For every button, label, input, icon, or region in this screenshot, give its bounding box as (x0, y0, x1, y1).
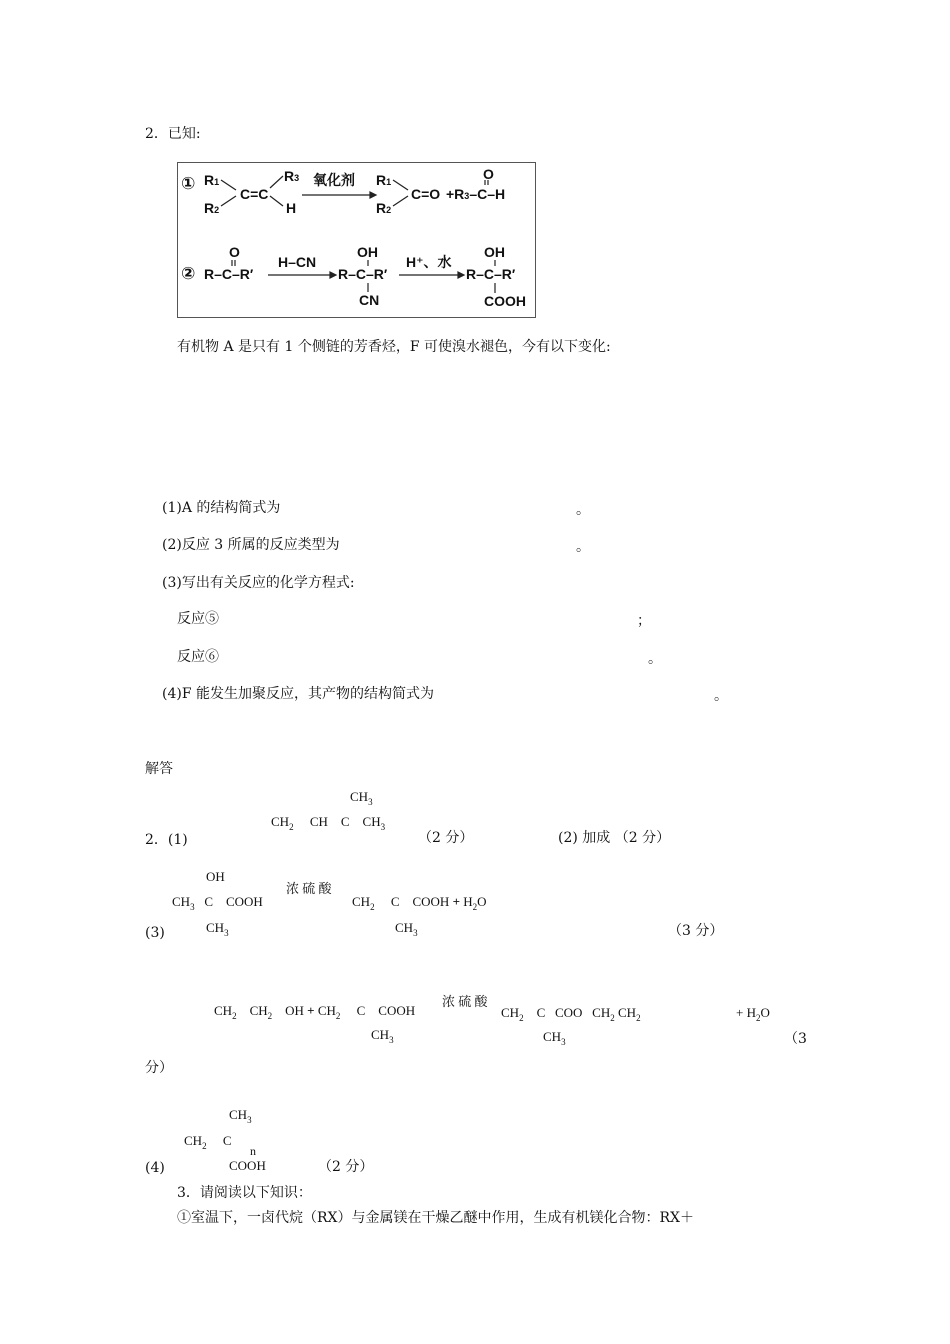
answer-1-ch3-top: $CH_3$ (350, 789, 373, 807)
rxn1-r1: R1 (204, 172, 220, 188)
rxn2-cn: CN (359, 292, 380, 308)
rxn1-h: H (286, 200, 297, 216)
rxn1-r2: R2 (204, 200, 220, 216)
rxn1-number: ① (181, 174, 196, 193)
rxn2-ketone-o: O (229, 244, 240, 260)
answer-3a-product-ch3: $CH_3$ (395, 920, 418, 938)
q2-sub2: (2)反应 3 所属的反应类型为 (162, 537, 340, 553)
answer-1-formula: $CH_2$ CH C $CH_3$ (271, 814, 386, 832)
q2-sub3b-end: 。 (648, 651, 662, 667)
answer-1-label: 2．(1) (145, 832, 188, 848)
q3-heading: 3．请阅读以下知识： (177, 1185, 312, 1201)
reaction-scheme-box (177, 162, 536, 318)
answer-1-score: （2 分） (418, 830, 474, 846)
q2-sub3a: 反应⑤ (177, 611, 219, 627)
rxn1-p-r1: R1 (376, 172, 392, 188)
answer-4-n: n (250, 1144, 256, 1158)
rxn2-oh-2: OH (484, 244, 505, 260)
q2-sub4: (4)F 能发生加聚反应，其产物的结构简式为 (162, 686, 434, 702)
q2-sub3: (3)写出有关反应的化学方程式: (162, 575, 355, 591)
answer-heading: 解答 (145, 761, 173, 777)
answer-3a-reactant: $CH_3$ C COOH (172, 894, 263, 912)
rxn1-ketone: C=O (411, 186, 441, 202)
q2-sub4-end: 。 (714, 688, 728, 704)
q2-sub3a-end: ； (637, 613, 651, 629)
answer-3a-reagent: 浓 硫 酸 (286, 881, 332, 896)
q2-intro: 有机物 A 是只有 1 个侧链的芳香烃，F 可使溴水褪色，今有以下变化: (177, 339, 611, 355)
answer-3a-product: $CH_2$ C COOH + $H_2O$ (352, 894, 487, 912)
q2-sub1-end: 。 (576, 502, 590, 518)
answer-3a-oh: OH (206, 869, 225, 884)
answer-3b-score-2: 分） (145, 1060, 173, 1076)
answer-2: (2) 加成 （2 分） (558, 830, 671, 846)
answer-4-ch3: $CH_3$ (229, 1107, 252, 1125)
answer-3b-product-ch3: $CH_3$ (543, 1029, 566, 1047)
answer-4-score: （2 分） (318, 1159, 374, 1175)
rxn1-r3: R3 (284, 168, 300, 184)
answer-3-label: (3) (145, 925, 165, 941)
q2-sub2-end: 。 (576, 539, 590, 555)
answer-3b-reactants: $CH_2$ $CH_2$ OH + $CH_2$ C COOH (214, 1003, 416, 1021)
answer-3-score: （3 分） (668, 923, 724, 939)
answer-3b-reagent: 浓 硫 酸 (442, 994, 488, 1009)
rxn2-reagent1: H–CN (278, 254, 317, 270)
q2-heading: 2．已知: (145, 126, 201, 142)
rxn2-oh-1: OH (357, 244, 378, 260)
rxn2-cyanohydrin: R–C–R′ (338, 266, 388, 282)
answer-4-label: (4) (145, 1160, 165, 1176)
q3-line1: ①室温下，一卤代烷（RX）与金属镁在干燥乙醚中作用，生成有机镁化合物：RX＋ (177, 1210, 695, 1226)
rxn1-aldehyde-o: O (483, 166, 494, 182)
rxn1-p-r2: R2 (376, 200, 392, 216)
rxn2-reagent2: H⁺、水 (406, 254, 452, 270)
answer-3b-product: $CH_2$ C COO $CH_2$ $CH_2$ (501, 1005, 641, 1023)
rxn1-aldehyde: +R3–C–H (446, 186, 506, 202)
answer-3a-ch3: $CH_3$ (206, 920, 229, 938)
answer-4-cooh: COOH (229, 1158, 266, 1173)
rxn2-cooh: COOH (484, 293, 526, 309)
rxn1-reagent: 氧化剂 (313, 172, 355, 188)
answer-4-backbone: $CH_2$ C (184, 1133, 232, 1151)
answer-3b-water: + $H_2O$ (736, 1005, 770, 1023)
answer-3b-reactant-ch3: $CH_3$ (371, 1027, 394, 1045)
q2-sub1: (1)A 的结构简式为 (162, 500, 281, 516)
rxn2-ketone: R–C–R′ (204, 266, 254, 282)
q2-sub3b: 反应⑥ (177, 649, 219, 665)
rxn2-acid: R–C–R′ (466, 266, 516, 282)
rxn1-alkene: C=C (240, 186, 269, 202)
answer-3b-score-1: （3 (784, 1031, 807, 1047)
rxn2-number: ② (181, 264, 196, 283)
